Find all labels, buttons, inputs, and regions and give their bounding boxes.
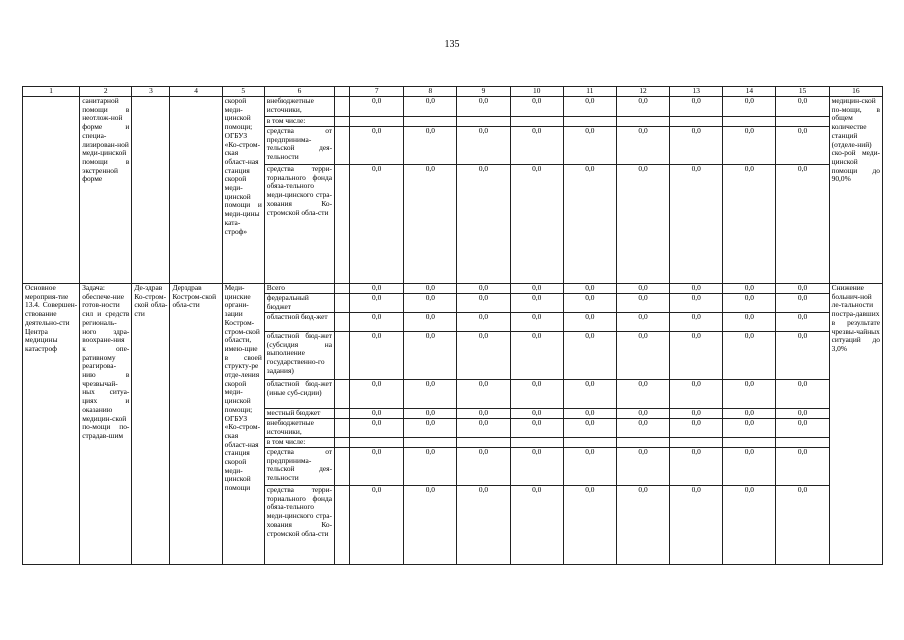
amount-cell: 0,0 [776, 486, 829, 565]
funding-source-label: средства от предпринима-тельской дея-тельности [264, 448, 334, 486]
funding-source-label: внебюджетные источники, [264, 97, 334, 117]
amount-cell [723, 438, 776, 448]
coexecutor-cell [170, 97, 222, 284]
amount-cell: 0,0 [457, 448, 510, 486]
blank-cell [335, 127, 350, 165]
amount-cell: 0,0 [616, 380, 669, 409]
task-cell: санитарной помощи в неотлож-ной форме и специа-лизирован-ной меди-цинской помощи в экстренной форме [80, 97, 132, 284]
amount-cell: 0,0 [404, 127, 457, 165]
amount-cell: 0,0 [350, 313, 404, 332]
amount-cell: 0,0 [457, 419, 510, 438]
amount-cell [510, 117, 563, 127]
amount-cell: 0,0 [510, 313, 563, 332]
amount-cell: 0,0 [776, 380, 829, 409]
amount-cell: 0,0 [723, 294, 776, 313]
amount-cell: 0,0 [563, 380, 616, 409]
amount-cell [404, 438, 457, 448]
amount-cell: 0,0 [457, 332, 510, 380]
amount-cell: 0,0 [457, 486, 510, 565]
col-header: 16 [829, 87, 882, 97]
amount-cell: 0,0 [350, 419, 404, 438]
program-table [22, 86, 883, 565]
amount-cell: 0,0 [616, 313, 669, 332]
amount-cell: 0,0 [616, 409, 669, 419]
amount-cell: 0,0 [616, 448, 669, 486]
amount-cell: 0,0 [563, 127, 616, 165]
col-header: 12 [616, 87, 669, 97]
amount-cell: 0,0 [350, 294, 404, 313]
activity-name-cell [23, 97, 80, 284]
funding-source-label: федеральный бюджет [264, 294, 334, 313]
funding-source-label: областной бюд-жет (иные суб-сидии) [264, 380, 334, 409]
col-header: 14 [723, 87, 776, 97]
amount-cell [404, 117, 457, 127]
amount-cell: 0,0 [776, 448, 829, 486]
amount-cell [457, 438, 510, 448]
amount-cell: 0,0 [723, 284, 776, 294]
col-header: 3 [132, 87, 170, 97]
amount-cell: 0,0 [776, 97, 829, 117]
amount-cell: 0,0 [457, 380, 510, 409]
amount-cell: 0,0 [350, 448, 404, 486]
col-header: 2 [80, 87, 132, 97]
amount-cell: 0,0 [563, 409, 616, 419]
amount-cell: 0,0 [510, 380, 563, 409]
amount-cell: 0,0 [510, 332, 563, 380]
amount-cell [776, 117, 829, 127]
amount-cell: 0,0 [510, 448, 563, 486]
funding-source-label: в том числе: [264, 117, 334, 127]
amount-cell [670, 438, 723, 448]
amount-cell: 0,0 [350, 97, 404, 117]
amount-cell: 0,0 [670, 284, 723, 294]
amount-cell: 0,0 [404, 313, 457, 332]
amount-cell: 0,0 [670, 294, 723, 313]
funding-source-label: средства терри-ториального фонда обяза-тельного меди-цинского стра-хования Ко-стромской обла-сти [264, 165, 334, 284]
amount-cell: 0,0 [457, 165, 510, 284]
amount-cell: 0,0 [670, 419, 723, 438]
amount-cell: 0,0 [776, 165, 829, 284]
amount-cell: 0,0 [723, 448, 776, 486]
amount-cell: 0,0 [457, 409, 510, 419]
funding-source-label: средства терри-ториального фонда обяза-тельного меди-цинского стра-хования Ко-стромской обла-сти [264, 486, 334, 565]
amount-cell: 0,0 [350, 127, 404, 165]
col-header: 5 [222, 87, 264, 97]
funding-source-label: Всего [264, 284, 334, 294]
amount-cell: 0,0 [350, 165, 404, 284]
amount-cell: 0,0 [723, 127, 776, 165]
blank-cell [335, 294, 350, 313]
amount-cell: 0,0 [457, 294, 510, 313]
blank-cell [335, 380, 350, 409]
col-header: 9 [457, 87, 510, 97]
amount-cell [350, 438, 404, 448]
amount-cell: 0,0 [616, 284, 669, 294]
amount-cell: 0,0 [510, 409, 563, 419]
amount-cell: 0,0 [723, 419, 776, 438]
amount-cell: 0,0 [404, 294, 457, 313]
amount-cell: 0,0 [404, 97, 457, 117]
col-header: 1 [23, 87, 80, 97]
funding-source-label: внебюджетные источники, [264, 419, 334, 438]
blank-cell [335, 409, 350, 419]
amount-cell [510, 438, 563, 448]
amount-cell [670, 117, 723, 127]
amount-cell: 0,0 [563, 313, 616, 332]
amount-cell: 0,0 [670, 313, 723, 332]
col-header: 10 [510, 87, 563, 97]
amount-cell: 0,0 [723, 380, 776, 409]
amount-cell: 0,0 [510, 284, 563, 294]
amount-cell: 0,0 [404, 419, 457, 438]
col-header: 15 [776, 87, 829, 97]
participants-cell: скорой меди-цинской помощи; ОГБУЗ «Ко-стром-ская област-ная станция скорой меди-цинской помощи и меди-цины ката-строф» [222, 97, 264, 284]
amount-cell: 0,0 [723, 409, 776, 419]
blank-cell [335, 313, 350, 332]
participants-cell: Меди-цинские органи-зации Костром-стром-ской области, имею-щие в своей структу-ре отде-ления скорой меди-цинской помощи; ОГБУЗ «Ко-стром-ская област-ная станция скорой меди-цинской помощи [222, 284, 264, 565]
amount-cell: 0,0 [510, 165, 563, 284]
amount-cell: 0,0 [404, 486, 457, 565]
header-row [23, 87, 883, 97]
amount-cell [563, 438, 616, 448]
blank-cell [335, 117, 350, 127]
col-header: 13 [670, 87, 723, 97]
amount-cell: 0,0 [510, 294, 563, 313]
amount-cell: 0,0 [776, 313, 829, 332]
amount-cell: 0,0 [670, 332, 723, 380]
amount-cell: 0,0 [350, 284, 404, 294]
responsible-cell [132, 97, 170, 284]
amount-cell: 0,0 [616, 294, 669, 313]
amount-cell: 0,0 [563, 486, 616, 565]
amount-cell [723, 117, 776, 127]
amount-cell: 0,0 [723, 97, 776, 117]
amount-cell: 0,0 [723, 313, 776, 332]
col-header: 6 [264, 87, 334, 97]
amount-cell: 0,0 [404, 165, 457, 284]
amount-cell: 0,0 [510, 127, 563, 165]
amount-cell: 0,0 [350, 332, 404, 380]
amount-cell: 0,0 [776, 127, 829, 165]
funding-source-label: областной бюд-жет [264, 313, 334, 332]
blank-cell [335, 419, 350, 438]
amount-cell: 0,0 [776, 294, 829, 313]
funding-source-label: областной бюд-жет (субсидия на выполнение государственно-го задания) [264, 332, 334, 380]
amount-cell: 0,0 [616, 165, 669, 284]
blank-cell [335, 165, 350, 284]
amount-cell: 0,0 [670, 165, 723, 284]
blank-cell [335, 284, 350, 294]
amount-cell: 0,0 [457, 284, 510, 294]
amount-cell: 0,0 [563, 97, 616, 117]
amount-cell: 0,0 [563, 419, 616, 438]
amount-cell [616, 117, 669, 127]
amount-cell: 0,0 [563, 332, 616, 380]
col-header: 4 [170, 87, 222, 97]
amount-cell: 0,0 [457, 97, 510, 117]
amount-cell: 0,0 [350, 486, 404, 565]
amount-cell: 0,0 [404, 332, 457, 380]
amount-cell: 0,0 [510, 486, 563, 565]
table-body [23, 87, 883, 565]
amount-cell: 0,0 [776, 419, 829, 438]
amount-cell: 0,0 [670, 97, 723, 117]
responsible-cell: Де-здрав Ко-стром-ской обла-сти [132, 284, 170, 565]
amount-cell: 0,0 [616, 97, 669, 117]
funding-source-label: местный бюджет [264, 409, 334, 419]
coexecutor-cell: Деpздрав Костром-ской обла-сти [170, 284, 222, 565]
amount-cell: 0,0 [563, 284, 616, 294]
amount-cell: 0,0 [723, 486, 776, 565]
amount-cell: 0,0 [350, 409, 404, 419]
amount-cell: 0,0 [457, 313, 510, 332]
amount-cell: 0,0 [563, 448, 616, 486]
col-header: 7 [350, 87, 404, 97]
table-row [23, 284, 883, 294]
blank-cell [335, 97, 350, 117]
amount-cell: 0,0 [616, 332, 669, 380]
amount-cell [350, 117, 404, 127]
amount-cell: 0,0 [616, 419, 669, 438]
amount-cell: 0,0 [723, 332, 776, 380]
amount-cell [563, 117, 616, 127]
col-header: 11 [563, 87, 616, 97]
indicator-cell: Снижение больнич-ной ле-тальности постра-давших в результате чрезвы-чайных ситуаций до 3,0% [829, 284, 882, 565]
amount-cell [457, 117, 510, 127]
amount-cell: 0,0 [776, 409, 829, 419]
amount-cell: 0,0 [670, 448, 723, 486]
amount-cell: 0,0 [510, 97, 563, 117]
table-row [23, 97, 883, 117]
amount-cell: 0,0 [670, 409, 723, 419]
amount-cell: 0,0 [563, 294, 616, 313]
funding-source-label: в том числе: [264, 438, 334, 448]
amount-cell [616, 438, 669, 448]
amount-cell: 0,0 [404, 448, 457, 486]
amount-cell: 0,0 [616, 127, 669, 165]
blank-cell [335, 486, 350, 565]
amount-cell: 0,0 [776, 332, 829, 380]
task-cell: Задача: обеспече-ние готов-ности сил и средств региональ-ного здра-воохране-ния к опе-ративному реагирова-нию в чрезвычай-ных ситуа-циях и оказанию медицин-ской по-мощи по-страдав-шим [80, 284, 132, 565]
activity-name-cell: Основное мероприя-тие 13.4. Совершен-ствование деятельно-сти Центра медицины катастроф [23, 284, 80, 565]
amount-cell: 0,0 [404, 409, 457, 419]
col-header [335, 87, 350, 97]
page-number: 135 [444, 39, 460, 50]
amount-cell: 0,0 [670, 380, 723, 409]
amount-cell: 0,0 [457, 127, 510, 165]
amount-cell: 0,0 [404, 380, 457, 409]
blank-cell [335, 332, 350, 380]
amount-cell [776, 438, 829, 448]
amount-cell: 0,0 [670, 127, 723, 165]
amount-cell: 0,0 [776, 284, 829, 294]
amount-cell: 0,0 [350, 380, 404, 409]
amount-cell: 0,0 [670, 486, 723, 565]
blank-cell [335, 438, 350, 448]
funding-source-label: средства от предпринима-тельской дея-тельности [264, 127, 334, 165]
amount-cell: 0,0 [563, 165, 616, 284]
amount-cell: 0,0 [510, 419, 563, 438]
amount-cell: 0,0 [616, 486, 669, 565]
amount-cell: 0,0 [723, 165, 776, 284]
col-header: 8 [404, 87, 457, 97]
indicator-cell: медицин-ской по-мощи, в общем количестве станций (отделе-ний) ско-рой меди-цинской помощи до 90,0% [829, 97, 882, 284]
blank-cell [335, 448, 350, 486]
amount-cell: 0,0 [404, 284, 457, 294]
